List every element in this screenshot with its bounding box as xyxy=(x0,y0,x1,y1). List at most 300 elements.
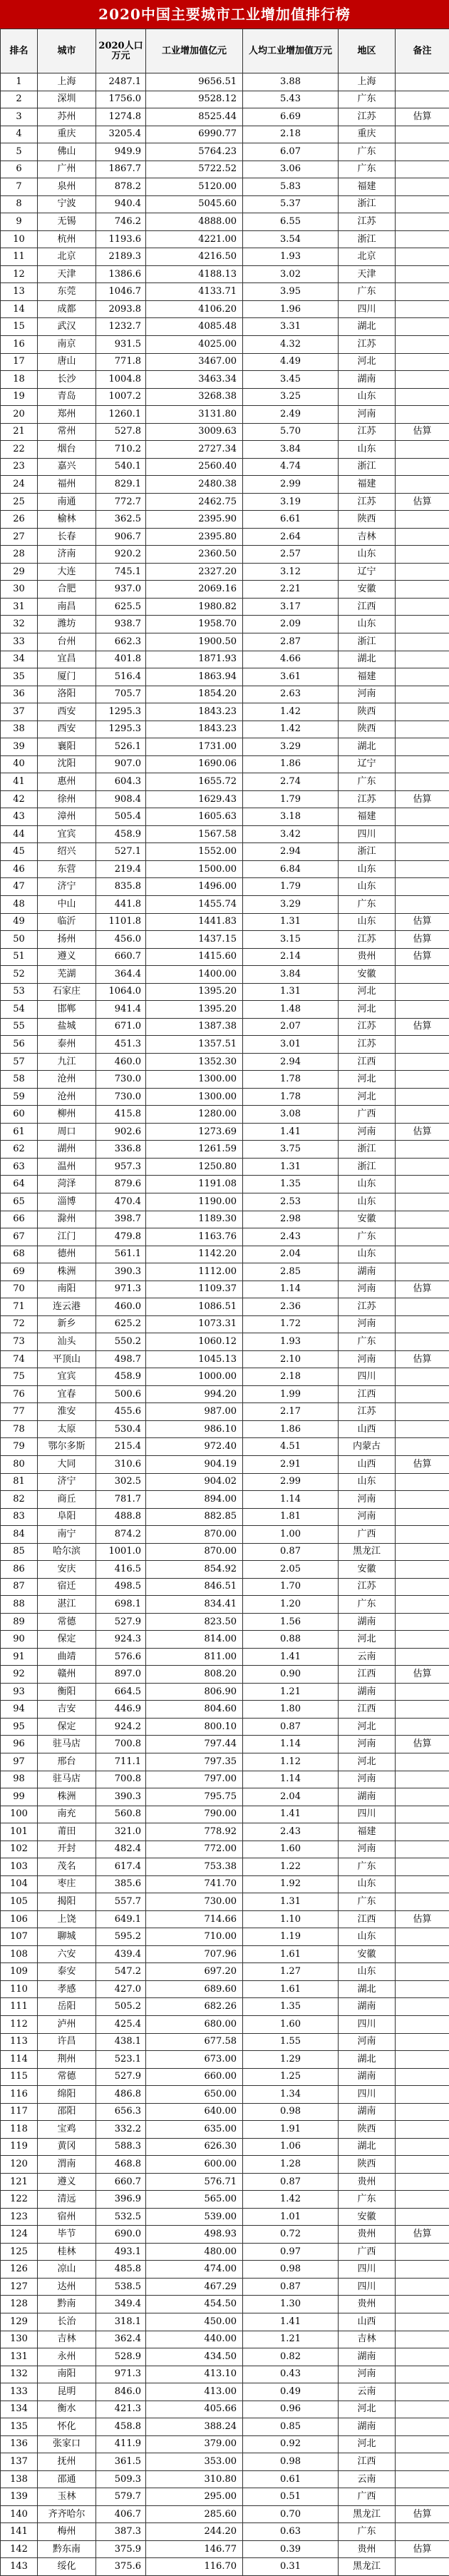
cell-note xyxy=(396,1298,449,1316)
cell-per-capita: 2.07 xyxy=(243,1018,339,1036)
cell-rank: 36 xyxy=(1,686,38,703)
cell-per-capita: 1.14 xyxy=(243,1281,339,1298)
cell-province: 山西 xyxy=(339,1420,396,1438)
cell-province: 河南 xyxy=(339,1841,396,1858)
cell-industrial-value: 379.00 xyxy=(146,2435,243,2453)
cell-rank: 26 xyxy=(1,511,38,529)
cell-note xyxy=(396,563,449,581)
cell-per-capita: 3.29 xyxy=(243,738,339,756)
cell-note xyxy=(396,2156,449,2174)
cell-population: 1007.2 xyxy=(96,388,146,406)
table-row xyxy=(1,860,449,878)
table-row xyxy=(1,2558,449,2576)
table-row xyxy=(1,91,449,108)
cell-industrial-value: 9528.12 xyxy=(146,91,243,108)
table-row xyxy=(1,2366,449,2383)
cell-industrial-value: 8525.44 xyxy=(146,108,243,126)
table-row xyxy=(1,2191,449,2209)
cell-province: 湖南 xyxy=(339,1788,396,1806)
cell-note xyxy=(396,1088,449,1106)
cell-city: 宜宾 xyxy=(38,1368,96,1386)
cell-note xyxy=(396,441,449,459)
cell-province: 河南 xyxy=(339,1281,396,1298)
cell-per-capita: 1.86 xyxy=(243,755,339,773)
cell-per-capita: 0.61 xyxy=(243,2470,339,2488)
table-header xyxy=(1,29,449,73)
cell-city: 东营 xyxy=(38,860,96,878)
cell-population: 1386.6 xyxy=(96,265,146,283)
table-row xyxy=(1,633,449,651)
cell-note: 估算 xyxy=(396,1910,449,1928)
cell-per-capita: 3.18 xyxy=(243,808,339,826)
cell-city: 汕头 xyxy=(38,1333,96,1351)
cell-province: 广东 xyxy=(339,2523,396,2541)
cell-note xyxy=(396,2261,449,2279)
table-row xyxy=(1,1718,449,1736)
header-row xyxy=(1,29,449,73)
cell-city: 济宁 xyxy=(38,1473,96,1491)
cell-industrial-value: 635.00 xyxy=(146,2121,243,2139)
cell-province: 河南 xyxy=(339,1123,396,1141)
cell-city: 绵阳 xyxy=(38,2086,96,2104)
cell-note xyxy=(396,335,449,353)
cell-per-capita: 1.14 xyxy=(243,1491,339,1509)
cell-note xyxy=(396,2470,449,2488)
cell-note xyxy=(396,1106,449,1124)
table-row xyxy=(1,1648,449,1666)
table-row xyxy=(1,1071,449,1089)
cell-note xyxy=(396,825,449,843)
cell-rank: 22 xyxy=(1,441,38,459)
cell-population: 660.7 xyxy=(96,948,146,966)
cell-population: 479.8 xyxy=(96,1228,146,1246)
cell-industrial-value: 823.50 xyxy=(146,1613,243,1631)
cell-population: 604.3 xyxy=(96,773,146,791)
cell-industrial-value: 1261.59 xyxy=(146,1141,243,1159)
cell-per-capita: 0.82 xyxy=(243,2348,339,2366)
cell-industrial-value: 1280.00 xyxy=(146,1106,243,1124)
cell-note xyxy=(396,598,449,616)
cell-per-capita: 1.41 xyxy=(243,1648,339,1666)
cell-rank: 112 xyxy=(1,2015,38,2033)
cell-province: 江西 xyxy=(339,1385,396,1403)
cell-city: 新乡 xyxy=(38,1315,96,1333)
cell-city: 杭州 xyxy=(38,230,96,248)
cell-population: 364.4 xyxy=(96,966,146,984)
cell-note xyxy=(396,1841,449,1858)
cell-rank: 72 xyxy=(1,1315,38,1333)
cell-industrial-value: 4025.00 xyxy=(146,335,243,353)
table-row xyxy=(1,1613,449,1631)
cell-province: 陕西 xyxy=(339,703,396,721)
cell-industrial-value: 295.00 xyxy=(146,2488,243,2506)
cell-province: 河南 xyxy=(339,1491,396,1509)
cell-rank: 86 xyxy=(1,1561,38,1579)
cell-city: 沧州 xyxy=(38,1071,96,1089)
cell-rank: 60 xyxy=(1,1106,38,1124)
cell-per-capita: 1.81 xyxy=(243,1508,339,1526)
cell-rank: 78 xyxy=(1,1420,38,1438)
cell-note: 估算 xyxy=(396,1455,449,1473)
cell-population: 540.1 xyxy=(96,458,146,476)
table-row xyxy=(1,1350,449,1368)
cell-city: 襄阳 xyxy=(38,738,96,756)
cell-province: 陕西 xyxy=(339,721,396,738)
cell-rank: 82 xyxy=(1,1491,38,1509)
cell-industrial-value: 1060.12 xyxy=(146,1333,243,1351)
cell-industrial-value: 539.00 xyxy=(146,2208,243,2226)
cell-per-capita: 3.54 xyxy=(243,230,339,248)
cell-city: 宁波 xyxy=(38,195,96,213)
table-row xyxy=(1,406,449,424)
cell-population: 385.6 xyxy=(96,1875,146,1893)
cell-per-capita: 1.48 xyxy=(243,1001,339,1019)
cell-city: 唐山 xyxy=(38,353,96,371)
cell-province: 四川 xyxy=(339,2278,396,2296)
cell-rank: 119 xyxy=(1,2138,38,2156)
cell-province: 湖南 xyxy=(339,2418,396,2436)
cell-rank: 96 xyxy=(1,1736,38,1753)
cell-per-capita: 2.98 xyxy=(243,1211,339,1228)
table-row xyxy=(1,1088,449,1106)
cell-industrial-value: 1300.00 xyxy=(146,1088,243,1106)
cell-industrial-value: 710.00 xyxy=(146,1928,243,1946)
cell-industrial-value: 1189.30 xyxy=(146,1211,243,1228)
cell-rank: 23 xyxy=(1,458,38,476)
cell-population: 671.0 xyxy=(96,1018,146,1036)
cell-note xyxy=(396,1263,449,1281)
cell-per-capita: 3.29 xyxy=(243,895,339,913)
cell-per-capita: 1.96 xyxy=(243,300,339,318)
cell-population: 874.2 xyxy=(96,1526,146,1544)
cell-note xyxy=(396,1315,449,1333)
cell-province: 广东 xyxy=(339,283,396,301)
cell-city: 泰州 xyxy=(38,1036,96,1054)
cell-population: 907.0 xyxy=(96,755,146,773)
cell-city: 绍兴 xyxy=(38,843,96,861)
cell-industrial-value: 1871.93 xyxy=(146,651,243,668)
cell-industrial-value: 285.60 xyxy=(146,2505,243,2523)
table-row xyxy=(1,213,449,231)
cell-note xyxy=(396,2278,449,2296)
cell-population: 505.2 xyxy=(96,1998,146,2016)
cell-per-capita: 1.19 xyxy=(243,1928,339,1946)
cell-population: 425.4 xyxy=(96,2015,146,2033)
cell-note xyxy=(396,2051,449,2069)
cell-note xyxy=(396,1771,449,1788)
cell-per-capita: 3.08 xyxy=(243,1106,339,1124)
cell-note xyxy=(396,2103,449,2121)
cell-city: 青岛 xyxy=(38,388,96,406)
cell-province: 湖南 xyxy=(339,1683,396,1701)
cell-population: 625.2 xyxy=(96,1315,146,1333)
cell-note xyxy=(396,2523,449,2541)
cell-industrial-value: 753.38 xyxy=(146,1858,243,1876)
cell-note xyxy=(396,843,449,861)
cell-per-capita: 2.57 xyxy=(243,546,339,564)
cell-industrial-value: 972.40 xyxy=(146,1438,243,1456)
cell-city: 株洲 xyxy=(38,1263,96,1281)
ranking-table xyxy=(0,29,449,2576)
cell-population: 470.4 xyxy=(96,1193,146,1211)
table-row xyxy=(1,1508,449,1526)
cell-city: 温州 xyxy=(38,1158,96,1176)
cell-per-capita: 1.72 xyxy=(243,1315,339,1333)
cell-rank: 111 xyxy=(1,1998,38,2016)
cell-population: 949.9 xyxy=(96,143,146,161)
cell-population: 526.1 xyxy=(96,738,146,756)
cell-industrial-value: 1496.00 xyxy=(146,878,243,896)
cell-note xyxy=(396,1963,449,1981)
cell-province: 湖南 xyxy=(339,2103,396,2121)
cell-province: 福建 xyxy=(339,178,396,196)
cell-per-capita: 1.93 xyxy=(243,1333,339,1351)
cell-province: 河北 xyxy=(339,1071,396,1089)
cell-rank: 70 xyxy=(1,1281,38,1298)
cell-city: 保定 xyxy=(38,1631,96,1649)
cell-province: 河北 xyxy=(339,1088,396,1106)
cell-population: 771.8 xyxy=(96,353,146,371)
cell-industrial-value: 811.00 xyxy=(146,1648,243,1666)
cell-rank: 109 xyxy=(1,1963,38,1981)
cell-per-capita: 0.90 xyxy=(243,1666,339,1684)
cell-rank: 85 xyxy=(1,1543,38,1561)
cell-population: 835.8 xyxy=(96,878,146,896)
cell-city: 深圳 xyxy=(38,91,96,108)
cell-industrial-value: 1045.13 xyxy=(146,1350,243,1368)
cell-population: 509.3 xyxy=(96,2470,146,2488)
table-row xyxy=(1,546,449,564)
cell-population: 488.8 xyxy=(96,1508,146,1526)
cell-population: 560.8 xyxy=(96,1806,146,1823)
cell-province: 广西 xyxy=(339,2488,396,2506)
cell-rank: 68 xyxy=(1,1246,38,1263)
cell-population: 505.4 xyxy=(96,808,146,826)
cell-population: 396.9 xyxy=(96,2191,146,2209)
cell-city: 盐城 xyxy=(38,1018,96,1036)
table-row xyxy=(1,1491,449,1509)
cell-industrial-value: 778.92 xyxy=(146,1823,243,1841)
cell-province: 广西 xyxy=(339,2243,396,2261)
cell-rank: 8 xyxy=(1,195,38,213)
cell-population: 401.8 xyxy=(96,651,146,668)
cell-city: 哈尔滨 xyxy=(38,1543,96,1561)
cell-rank: 47 xyxy=(1,878,38,896)
table-row xyxy=(1,1893,449,1911)
cell-note xyxy=(396,1176,449,1193)
cell-rank: 65 xyxy=(1,1193,38,1211)
cell-population: 557.7 xyxy=(96,1893,146,1911)
cell-industrial-value: 894.00 xyxy=(146,1491,243,1509)
cell-note: 估算 xyxy=(396,1123,449,1141)
table-row xyxy=(1,1858,449,1876)
cell-population: 451.3 xyxy=(96,1036,146,1054)
cell-rank: 127 xyxy=(1,2278,38,2296)
cell-rank: 99 xyxy=(1,1788,38,1806)
cell-rank: 110 xyxy=(1,1980,38,1998)
cell-province: 江苏 xyxy=(339,1018,396,1036)
table-row xyxy=(1,371,449,389)
cell-province: 四川 xyxy=(339,2086,396,2104)
cell-province: 福建 xyxy=(339,1823,396,1841)
cell-population: 438.1 xyxy=(96,2033,146,2051)
cell-per-capita: 6.84 xyxy=(243,860,339,878)
header-per-capita: 人均工业增加值万元 xyxy=(243,29,339,73)
cell-rank: 33 xyxy=(1,633,38,651)
table-row xyxy=(1,2015,449,2033)
cell-note: 估算 xyxy=(396,913,449,931)
page-title: 2020中国主要城市工业增加值排行榜 xyxy=(0,0,449,29)
cell-province: 河北 xyxy=(339,1753,396,1771)
cell-note xyxy=(396,1945,449,1963)
cell-industrial-value: 310.80 xyxy=(146,2470,243,2488)
cell-note xyxy=(396,581,449,599)
cell-population: 528.9 xyxy=(96,2348,146,2366)
cell-note xyxy=(396,686,449,703)
table-row xyxy=(1,1701,449,1719)
cell-per-capita: 1.99 xyxy=(243,1385,339,1403)
cell-industrial-value: 986.10 xyxy=(146,1420,243,1438)
cell-city: 邵阳 xyxy=(38,2103,96,2121)
cell-per-capita: 1.42 xyxy=(243,703,339,721)
cell-note xyxy=(396,2348,449,2366)
table-row xyxy=(1,1106,449,1124)
cell-industrial-value: 5120.00 xyxy=(146,178,243,196)
table-row xyxy=(1,1823,449,1841)
cell-per-capita: 0.87 xyxy=(243,2173,339,2191)
cell-city: 淄博 xyxy=(38,1193,96,1211)
cell-per-capita: 2.49 xyxy=(243,406,339,424)
cell-industrial-value: 800.10 xyxy=(146,1718,243,1736)
table-row xyxy=(1,300,449,318)
cell-province: 安徽 xyxy=(339,966,396,984)
cell-per-capita: 1.22 xyxy=(243,1858,339,1876)
cell-per-capita: 2.05 xyxy=(243,1561,339,1579)
cell-per-capita: 3.75 xyxy=(243,1141,339,1159)
cell-per-capita: 0.87 xyxy=(243,1718,339,1736)
cell-industrial-value: 1567.58 xyxy=(146,825,243,843)
cell-industrial-value: 1300.00 xyxy=(146,1071,243,1089)
cell-industrial-value: 834.41 xyxy=(146,1596,243,1614)
cell-city: 烟台 xyxy=(38,441,96,459)
cell-rank: 54 xyxy=(1,1001,38,1019)
cell-population: 516.4 xyxy=(96,668,146,686)
table-row xyxy=(1,1158,449,1176)
table-row xyxy=(1,808,449,826)
cell-province: 贵州 xyxy=(339,2296,396,2313)
cell-population: 1001.0 xyxy=(96,1543,146,1561)
table-row xyxy=(1,773,449,791)
cell-note xyxy=(396,213,449,231)
cell-per-capita: 1.60 xyxy=(243,1841,339,1858)
table-row xyxy=(1,2418,449,2436)
cell-note xyxy=(396,265,449,283)
cell-city: 齐齐哈尔 xyxy=(38,2505,96,2523)
cell-rank: 49 xyxy=(1,913,38,931)
cell-note xyxy=(396,2401,449,2418)
cell-note xyxy=(396,1403,449,1421)
cell-note xyxy=(396,878,449,896)
cell-per-capita: 1.41 xyxy=(243,1123,339,1141)
cell-industrial-value: 797.44 xyxy=(146,1736,243,1753)
cell-industrial-value: 797.35 xyxy=(146,1753,243,1771)
table-row xyxy=(1,2086,449,2104)
cell-note xyxy=(396,1141,449,1159)
cell-industrial-value: 814.00 xyxy=(146,1631,243,1649)
cell-rank: 126 xyxy=(1,2261,38,2279)
cell-industrial-value: 1958.70 xyxy=(146,616,243,633)
table-row xyxy=(1,2296,449,2313)
cell-rank: 136 xyxy=(1,2435,38,2453)
cell-industrial-value: 714.66 xyxy=(146,1910,243,1928)
cell-province: 山东 xyxy=(339,616,396,633)
cell-rank: 28 xyxy=(1,546,38,564)
cell-population: 1274.8 xyxy=(96,108,146,126)
table-row xyxy=(1,895,449,913)
cell-province: 北京 xyxy=(339,248,396,266)
cell-note xyxy=(396,2453,449,2471)
cell-rank: 2 xyxy=(1,91,38,108)
cell-industrial-value: 904.19 xyxy=(146,1455,243,1473)
cell-province: 浙江 xyxy=(339,633,396,651)
cell-city: 毕节 xyxy=(38,2226,96,2244)
cell-rank: 128 xyxy=(1,2296,38,2313)
cell-per-capita: 1.42 xyxy=(243,2191,339,2209)
table-row xyxy=(1,721,449,738)
table-row xyxy=(1,195,449,213)
cell-province: 河北 xyxy=(339,1718,396,1736)
cell-city: 驻马店 xyxy=(38,1771,96,1788)
cell-city: 沈阳 xyxy=(38,755,96,773)
cell-industrial-value: 660.00 xyxy=(146,2068,243,2086)
cell-city: 长春 xyxy=(38,528,96,546)
cell-per-capita: 1.01 xyxy=(243,2208,339,2226)
cell-city: 桂林 xyxy=(38,2243,96,2261)
cell-note xyxy=(396,1526,449,1544)
cell-note xyxy=(396,1508,449,1526)
cell-city: 曲靖 xyxy=(38,1648,96,1666)
cell-population: 482.4 xyxy=(96,1841,146,1858)
cell-province: 山东 xyxy=(339,1193,396,1211)
cell-note xyxy=(396,1613,449,1631)
cell-industrial-value: 804.60 xyxy=(146,1701,243,1719)
cell-note xyxy=(396,1823,449,1841)
cell-city: 湛江 xyxy=(38,1596,96,1614)
table-row xyxy=(1,1578,449,1596)
cell-city: 邯郸 xyxy=(38,1001,96,1019)
cell-rank: 121 xyxy=(1,2173,38,2191)
cell-industrial-value: 5722.52 xyxy=(146,161,243,178)
cell-industrial-value: 1273.69 xyxy=(146,1123,243,1141)
table-row xyxy=(1,1455,449,1473)
cell-population: 362.5 xyxy=(96,511,146,529)
cell-province: 浙江 xyxy=(339,195,396,213)
cell-rank: 79 xyxy=(1,1438,38,1456)
cell-city: 岳阳 xyxy=(38,1998,96,2016)
cell-note xyxy=(396,2191,449,2209)
cell-rank: 108 xyxy=(1,1945,38,1963)
table-row xyxy=(1,1963,449,1981)
cell-per-capita: 0.72 xyxy=(243,2226,339,2244)
table-row xyxy=(1,1771,449,1788)
cell-population: 349.4 xyxy=(96,2296,146,2313)
cell-city: 宜宾 xyxy=(38,825,96,843)
cell-per-capita: 2.99 xyxy=(243,476,339,494)
cell-population: 1295.3 xyxy=(96,721,146,738)
cell-province: 江西 xyxy=(339,598,396,616)
table-row xyxy=(1,476,449,494)
cell-province: 河南 xyxy=(339,1508,396,1526)
